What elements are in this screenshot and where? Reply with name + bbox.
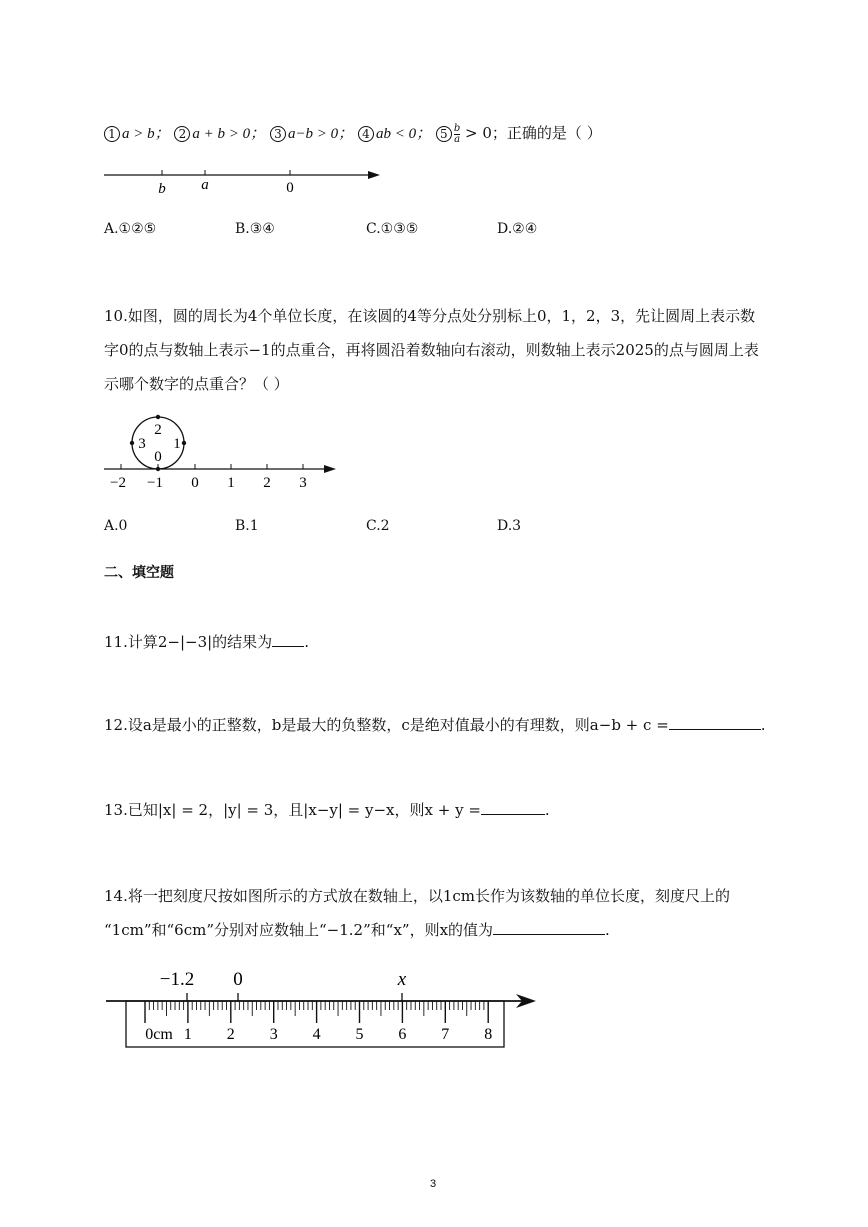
q13-text: 13.已知|x| = 2，|y| = 3，且|x−y| = y−x，则x + y = .: [104, 801, 550, 819]
circle-label-1: 1: [173, 436, 181, 452]
arrow-right-icon: [368, 171, 380, 179]
answer-blank[interactable]: [481, 800, 545, 815]
q9-option-a[interactable]: A.①②⑤: [104, 221, 157, 237]
answer-blank[interactable]: [669, 715, 761, 730]
axis-label-neg-1-2: −1.2: [159, 969, 195, 990]
q10-line-2: 字0的点与数轴上表示−1的点重合，再将圆沿着数轴向右滚动，则数轴上表示2025的点与圆周上表: [104, 341, 759, 359]
answer-blank[interactable]: [272, 632, 304, 647]
axis-label-a: a: [201, 177, 209, 193]
q9-option-b[interactable]: B.③④: [235, 221, 275, 237]
ruler-label: 2: [226, 1026, 235, 1043]
axis-label-x: x: [397, 969, 407, 990]
circle-label-3: 3: [138, 436, 146, 452]
page-number: 3: [430, 1178, 437, 1190]
circle-label-0: 0: [154, 449, 162, 465]
tick-label: 3: [299, 475, 307, 491]
q10-line-3: 示哪个数字的点重合？（ ）: [104, 375, 289, 393]
q14-line-2: “1cm”和“6cm”分别对应数轴上“−1.2”和“x”，则x的值为 .: [104, 921, 610, 939]
tick-label: 0: [191, 475, 199, 491]
q12-text: 12.设a是最小的正整数，b是最大的负整数，c是绝对值最小的有理数，则a−b + c = .: [104, 716, 766, 734]
q11-text: 11.计算2−|−3|的结果为 .: [104, 633, 309, 651]
q10-line-1: 10.如图，圆的周长为4个单位长度，在该圆的4等分点处分别标上0，1，2，3，先让圆周上表示数: [104, 307, 756, 325]
tick-label: −1: [147, 475, 163, 491]
q9-statements: 1 a > b； 2 a + b > 0； 3 a−b > 0； 4 ab < 0； 5 $\frac{b}{a}$ > 0；正确的是（ ）: [104, 123, 602, 145]
tick-label: 1: [227, 475, 235, 491]
q10-option-c[interactable]: C.2: [366, 518, 390, 534]
q10-circle-figure: [100, 410, 350, 495]
q9-option-c[interactable]: C.①③⑤: [366, 221, 419, 237]
fraction-b-over-a: $\frac{b}{a}$: [453, 122, 461, 145]
q10-option-a[interactable]: A.0: [104, 518, 128, 534]
q10-option-b[interactable]: B.1: [235, 518, 259, 534]
ruler-label: 6: [398, 1026, 407, 1043]
ruler-label: 0cm: [145, 1026, 173, 1043]
ruler-label: 4: [312, 1026, 321, 1043]
ruler-label: 1: [183, 1026, 192, 1043]
axis-label-zero: 0: [286, 180, 294, 196]
arrow-right-icon: [324, 465, 336, 473]
answer-blank[interactable]: [493, 920, 605, 935]
circle-label-2: 2: [154, 422, 162, 438]
q9-option-d[interactable]: D.②④: [497, 221, 538, 237]
ruler-label: 5: [355, 1026, 364, 1043]
ruler-labels: [145, 1026, 492, 1043]
ruler-label: 8: [484, 1026, 493, 1043]
tick-label: −2: [110, 475, 126, 491]
q10-option-d[interactable]: D.3: [497, 518, 522, 534]
axis-label-b: b: [158, 181, 166, 197]
q14-line-1: 14.将一把刻度尺按如图所示的方式放在数轴上，以1cm长作为该数轴的单位长度，刻度尺上的: [104, 887, 731, 905]
ruler-label: 3: [269, 1026, 278, 1043]
section-title: 二、填空题: [104, 565, 174, 581]
q14-ruler-figure: [104, 960, 544, 1055]
tick-label: 2: [263, 475, 271, 491]
ruler-ticks: [145, 1001, 488, 1023]
ruler-label: 7: [441, 1026, 450, 1043]
axis-label-zero: 0: [233, 969, 243, 990]
q9-number-line: [100, 160, 390, 200]
